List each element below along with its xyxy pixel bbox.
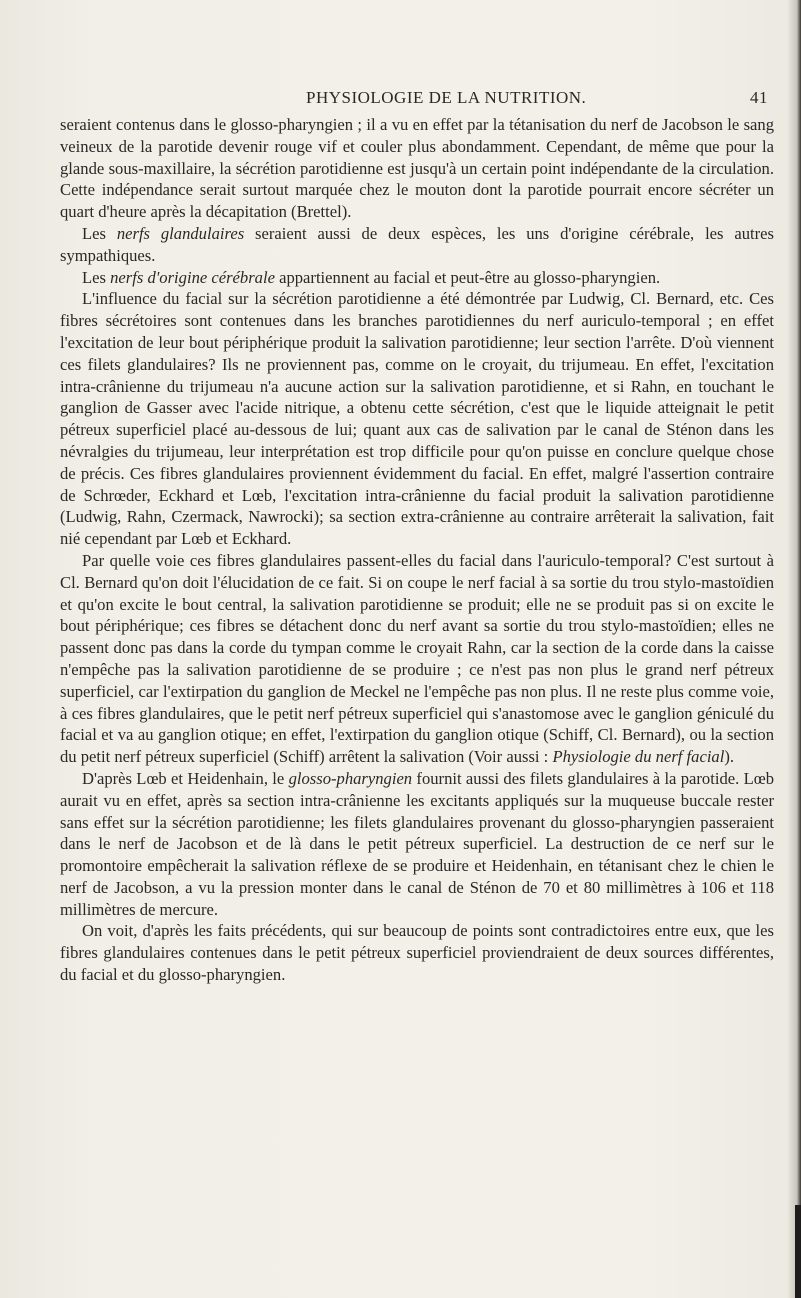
paragraph-text: Les — [82, 267, 111, 287]
paragraph — [60, 288, 774, 550]
italic-term: glosso-pharyngien — [288, 768, 413, 788]
paragraph-text: seraient aussi de deux espèces, les uns d'origine cérébrale, les autres sympathiques. — [60, 223, 774, 265]
page-edge-shadow — [787, 0, 801, 1298]
paragraph-text: seraient contenus dans le glosso-pharyngien ; il a vu en effet par la tétanisation du nerf de Jacobson le sang veineux de la parotide devenir rouge vif et couler plus abondamment. Cependant, de même que pour la glande sous-maxillaire, la sécrétion parotidienne est jusqu'à un certain point indépendante de la circulation. Cette indépendance serait surtout marquée chez le mouton dont la parotide pourrait encore sécréter un quart d'heure après la décapitation (Brettel). — [60, 115, 774, 222]
paragraph-text: Les — [82, 223, 117, 243]
italic-term: nerfs glandulaires — [116, 223, 245, 243]
page-edge-dark — [795, 1205, 801, 1298]
italic-term: nerfs d'origine cérébrale — [110, 267, 275, 287]
italic-reference: Physiologie du nerf facial — [552, 747, 725, 767]
page-number: 41 — [750, 88, 768, 107]
paragraph-text: ). — [724, 747, 735, 767]
page-header — [108, 88, 768, 114]
paragraph — [60, 768, 774, 921]
paragraph-text: appartiennent au facial et peut-être au glosso-pharyngien. — [274, 267, 661, 287]
paragraph-text: On voit, d'après les faits précédents, qui sur beaucoup de points sont contradictoires entre eux, que les fibres glandulaires contenues dans le petit pétreux superficiel proviendraient de deux sources différentes, du facial et du glosso-pharyngien. — [60, 921, 774, 985]
paragraph-text: D'après Lœb et Heidenhain, le — [82, 768, 289, 788]
paragraph-text: L'influence du facial sur la sécrétion parotidienne a été démontrée par Ludwig, Cl. Bernard, etc. Ces fibres sécrétoires sont contenues dans les branches parotidiennes du nerf auriculo-temporal ; en effet l'excitation de leur bout périphérique produit la salivation parotidienne; leur section l'arrête. D'où viennent ces filets glandulaires? Ils ne proviennent pas, comme on le croyait, du trijumeau. En effet, l'excitation intra-crânienne du trijumeau n'a aucune action sur la salivation parotidienne, et si Rahn, en touchant le ganglion de Gasser avec l'acide nitrique, a obtenu cette sécrétion, c'est que le liquide atteignait le petit pétreux superficiel placé au-dessous de lui; quant aux cas de salivation par le canal de Sténon dans les névralgies du trijumeau, leur interprétation est trop difficile pour qu'on puisse en conclure quelque chose de précis. Ces fibres glandulaires proviennent évidemment du facial. En effet, malgré l'assertion contraire de Schrœder, Eckhard et Lœb, l'excitation intra-crânienne du facial produit la salivation parotidienne (Ludwig, Rahn, Czermack, Nawrocki); sa section extra-crânienne au contraire arrêterait la salivation, fait nié cependant par Lœb et Eckhard. — [60, 289, 774, 549]
paragraph — [60, 550, 774, 768]
body-text — [60, 114, 774, 986]
paragraph — [60, 223, 774, 267]
paragraph-text: fournit aussi des filets glandulaires à la parotide. Lœb aurait vu en effet, après sa section intra-crânienne les excitants appliqués sur la muqueuse buccale rester sans effet sur la sécrétion parotidienne; les filets glandulaires provenant du glosso-pharyngien passeraient dans le nerf de Jacobson et de là dans le petit pétreux superficiel. La destruction de ce nerf sur le promontoire empêcherait la salivation réflexe de se produire et Heidenhain, en tétanisant chez le chien le nerf de Jacobson, a vu la pression monter dans le canal de Sténon de 70 et 80 millimètres à 106 et 118 millimètres de mercure. — [60, 768, 774, 919]
paragraph — [60, 114, 774, 223]
running-title: PHYSIOLOGIE DE LA NUTRITION. — [306, 88, 587, 107]
paragraph — [60, 920, 774, 985]
paragraph-text: Par quelle voie ces fibres glandulaires passent-elles du facial dans l'auriculo-temporal? C'est surtout à Cl. Bernard qu'on doit l'élucidation de ce fait. Si on coupe le nerf facial à sa sortie du trou stylo-mastoïdien et qu'on excite le bout central, la salivation parotidienne se produit; elle ne se produit pas si on excite le bout périphérique; ces fibres se détachent donc du nerf avant sa sortie du trou stylo-mastoïdien; elles ne passent donc pas dans la corde du tympan comme le croyait Rahn, car la section de la corde dans la caisse n'empêche pas la salivation parotidienne de se produire ; ce n'est pas non plus le grand nerf pétreux superficiel, car l'extirpation du ganglion de Meckel ne l'empêche pas non plus. Il ne reste plus comme voie, à ces fibres glandulaires, que le petit nerf pétreux superficiel qui s'anastomose avec le ganglion géniculé du facial et va au ganglion otique; en effet, l'extirpation du ganglion otique (Schiff, Cl. Bernard), ou la section du petit nerf pétreux superficiel (Schiff) arrêtent la salivation (Voir aussi : — [60, 550, 774, 767]
paragraph — [60, 267, 774, 289]
